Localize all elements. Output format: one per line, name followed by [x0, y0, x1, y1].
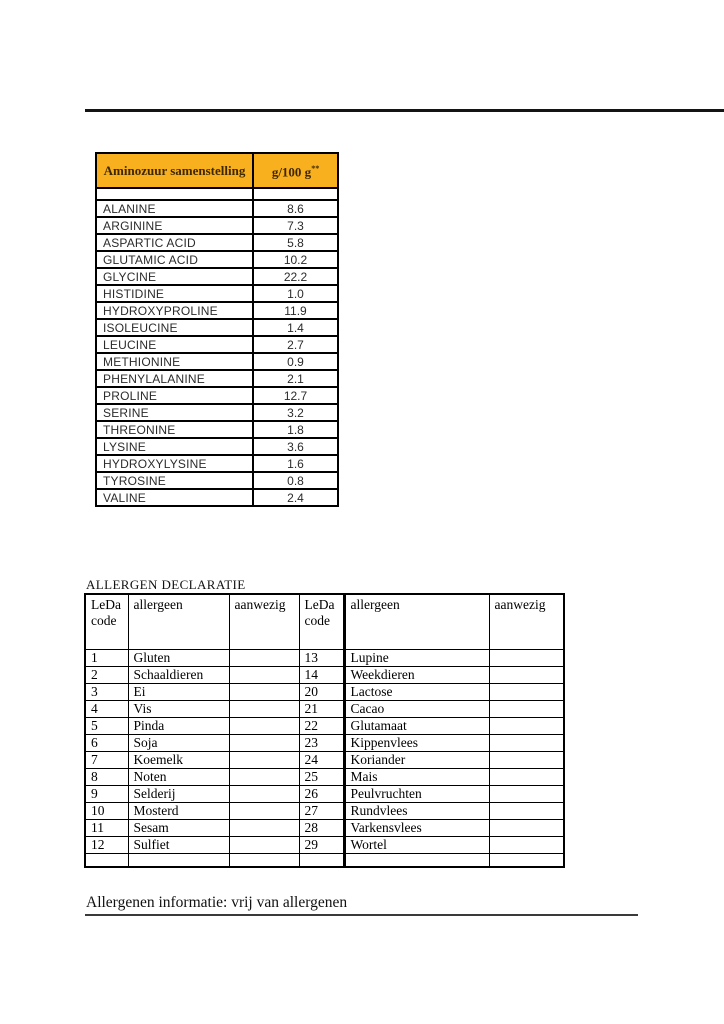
amino-value-cell: 1.8 — [253, 421, 338, 438]
table-row — [96, 455, 338, 472]
allergen-code-cell: 20 — [299, 684, 344, 701]
table-row — [96, 302, 338, 319]
amino-value-cell: 0.9 — [253, 353, 338, 370]
allergen-code-cell: 14 — [299, 667, 344, 684]
allergen-present-cell — [229, 718, 299, 735]
table-row — [85, 718, 564, 735]
allergen-name-cell: Cacao — [344, 701, 489, 718]
allergen-present-cell — [489, 803, 564, 820]
amino-value-cell: 3.6 — [253, 438, 338, 455]
table-row — [96, 353, 338, 370]
allergen-name-cell: Gluten — [128, 650, 229, 667]
allergen-name-cell: Rundvlees — [344, 803, 489, 820]
amino-name-cell: VALINE — [96, 489, 253, 506]
table-row — [85, 650, 564, 667]
allergen-section-title: ALLERGEN DECLARATIE — [86, 577, 246, 592]
allergen-present-cell — [229, 803, 299, 820]
amino-name-cell: LYSINE — [96, 438, 253, 455]
amino-value-cell: 1.6 — [253, 455, 338, 472]
table-row — [96, 251, 338, 268]
allergen-code-cell: 5 — [85, 718, 128, 735]
allergen-present-cell — [229, 650, 299, 667]
allergen-code-cell: 24 — [299, 752, 344, 769]
amino-value-cell: 11.9 — [253, 302, 338, 319]
table-row — [85, 803, 564, 820]
amino-value-cell: 10.2 — [253, 251, 338, 268]
allergen-name-cell: Noten — [128, 769, 229, 786]
allergen-name-cell: Soja — [128, 735, 229, 752]
allergen-name-cell: Glutamaat — [344, 718, 489, 735]
allergen-code-header-right: LeDa code — [299, 594, 344, 650]
allergen-present-cell — [489, 701, 564, 718]
table-row — [96, 438, 338, 455]
amino-unit-label: g/100 g — [271, 164, 312, 180]
table-row — [85, 786, 564, 803]
table-row — [85, 837, 564, 854]
table-row — [96, 336, 338, 353]
amino-name-cell: ALANINE — [96, 200, 253, 217]
allergen-present-cell — [489, 837, 564, 854]
table-row — [85, 769, 564, 786]
allergen-name-cell: Peulvruchten — [344, 786, 489, 803]
allergen-name-cell: Sulfiet — [128, 837, 229, 854]
amino-name-cell: GLUTAMIC ACID — [96, 251, 253, 268]
amino-name-cell: PROLINE — [96, 387, 253, 404]
amino-value-cell: 1.0 — [253, 285, 338, 302]
allergen-code-cell: 10 — [85, 803, 128, 820]
allergen-present-cell — [229, 837, 299, 854]
table-row — [85, 701, 564, 718]
amino-value-cell: 22.2 — [253, 268, 338, 285]
allergen-code-cell: 7 — [85, 752, 128, 769]
table-row — [96, 472, 338, 489]
allergen-code-cell: 9 — [85, 786, 128, 803]
allergen-name-cell: Lactose — [344, 684, 489, 701]
allergen-code-cell: 8 — [85, 769, 128, 786]
allergen-name-cell: Ei — [128, 684, 229, 701]
allergen-code-cell: 22 — [299, 718, 344, 735]
amino-value-cell: 12.7 — [253, 387, 338, 404]
allergen-name-cell: Koemelk — [128, 752, 229, 769]
table-row — [85, 684, 564, 701]
table-row — [96, 319, 338, 336]
amino-name-cell: SERINE — [96, 404, 253, 421]
allergen-code-cell: 25 — [299, 769, 344, 786]
allergen-present-cell — [489, 718, 564, 735]
allergen-name-cell: Wortel — [344, 837, 489, 854]
amino-value-cell: 7.3 — [253, 217, 338, 234]
allergen-present-cell — [489, 735, 564, 752]
allergen-code-cell: 23 — [299, 735, 344, 752]
allergen-empty-row — [85, 854, 564, 868]
allergen-name-cell: Kippenvlees — [344, 735, 489, 752]
table-row — [96, 200, 338, 217]
allergen-code-header-left: LeDa code — [85, 594, 128, 650]
amino-acid-table — [95, 152, 339, 507]
table-row — [96, 217, 338, 234]
amino-header-row — [96, 153, 338, 188]
amino-title-header: Aminozuur samenstelling — [96, 153, 253, 188]
allergen-code-cell: 1 — [85, 650, 128, 667]
allergen-code-cell: 29 — [299, 837, 344, 854]
amino-value-cell: 8.6 — [253, 200, 338, 217]
table-row — [85, 667, 564, 684]
allergen-present-cell — [489, 650, 564, 667]
allergen-name-header-right: allergeen — [344, 594, 489, 650]
allergen-present-cell — [229, 667, 299, 684]
table-row — [96, 370, 338, 387]
allergen-code-cell: 12 — [85, 837, 128, 854]
allergen-present-cell — [489, 786, 564, 803]
amino-value-cell: 2.7 — [253, 336, 338, 353]
table-row — [96, 387, 338, 404]
table-row — [96, 285, 338, 302]
table-row — [96, 268, 338, 285]
allergen-present-cell — [229, 701, 299, 718]
amino-name-cell: ISOLEUCINE — [96, 319, 253, 336]
allergen-present-cell — [229, 786, 299, 803]
amino-name-cell: ARGININE — [96, 217, 253, 234]
allergen-name-cell: Mais — [344, 769, 489, 786]
amino-value-cell: 2.4 — [253, 489, 338, 506]
amino-name-cell: HYDROXYLYSINE — [96, 455, 253, 472]
amino-name-cell: METHIONINE — [96, 353, 253, 370]
table-row — [85, 752, 564, 769]
allergen-present-cell — [229, 769, 299, 786]
amino-unit-header — [253, 153, 338, 188]
amino-unit-footnote-marker: ** — [311, 163, 320, 173]
amino-name-cell: LEUCINE — [96, 336, 253, 353]
amino-name-cell: TYROSINE — [96, 472, 253, 489]
allergen-present-cell — [489, 684, 564, 701]
allergen-code-cell: 13 — [299, 650, 344, 667]
allergen-code-cell: 27 — [299, 803, 344, 820]
amino-name-cell: HYDROXYPROLINE — [96, 302, 253, 319]
bottom-horizontal-rule — [85, 914, 638, 916]
allergen-name-cell: Weekdieren — [344, 667, 489, 684]
allergen-present-cell — [229, 684, 299, 701]
allergen-name-cell: Lupine — [344, 650, 489, 667]
allergen-name-cell: Varkensvlees — [344, 820, 489, 837]
allergen-present-cell — [489, 752, 564, 769]
table-row — [96, 489, 338, 506]
allergen-name-cell: Vis — [128, 701, 229, 718]
allergen-code-cell: 28 — [299, 820, 344, 837]
allergen-code-cell: 21 — [299, 701, 344, 718]
allergen-name-cell: Selderij — [128, 786, 229, 803]
allergen-present-cell — [489, 820, 564, 837]
table-row — [96, 234, 338, 251]
allergen-present-header-left: aanwezig — [229, 594, 299, 650]
amino-spacer-row — [96, 188, 338, 200]
allergen-code-cell: 4 — [85, 701, 128, 718]
allergen-present-cell — [229, 735, 299, 752]
allergen-name-cell: Koriander — [344, 752, 489, 769]
allergen-info-note: Allergenen informatie: vrij van allergenen — [86, 894, 348, 911]
allergen-name-cell: Pinda — [128, 718, 229, 735]
table-row — [85, 820, 564, 837]
allergen-code-cell: 11 — [85, 820, 128, 837]
allergen-code-cell: 3 — [85, 684, 128, 701]
allergen-header-row — [85, 594, 564, 650]
allergen-code-cell: 26 — [299, 786, 344, 803]
amino-name-cell: PHENYLALANINE — [96, 370, 253, 387]
allergen-present-header-right: aanwezig — [489, 594, 564, 650]
allergen-name-cell: Mosterd — [128, 803, 229, 820]
amino-value-cell: 5.8 — [253, 234, 338, 251]
table-row — [96, 404, 338, 421]
allergen-code-cell: 2 — [85, 667, 128, 684]
amino-name-cell: THREONINE — [96, 421, 253, 438]
allergen-code-cell: 6 — [85, 735, 128, 752]
allergen-name-cell: Schaaldieren — [128, 667, 229, 684]
allergen-name-header-left: allergeen — [128, 594, 229, 650]
allergen-present-cell — [229, 820, 299, 837]
amino-value-cell: 2.1 — [253, 370, 338, 387]
allergen-present-cell — [489, 667, 564, 684]
allergen-present-cell — [489, 769, 564, 786]
amino-name-cell: ASPARTIC ACID — [96, 234, 253, 251]
amino-value-cell: 0.8 — [253, 472, 338, 489]
table-row — [96, 421, 338, 438]
table-row — [85, 735, 564, 752]
amino-name-cell: HISTIDINE — [96, 285, 253, 302]
top-horizontal-rule — [85, 109, 724, 112]
amino-value-cell: 1.4 — [253, 319, 338, 336]
amino-value-cell: 3.2 — [253, 404, 338, 421]
allergen-present-cell — [229, 752, 299, 769]
allergen-name-cell: Sesam — [128, 820, 229, 837]
amino-name-cell: GLYCINE — [96, 268, 253, 285]
allergen-table — [84, 593, 565, 868]
